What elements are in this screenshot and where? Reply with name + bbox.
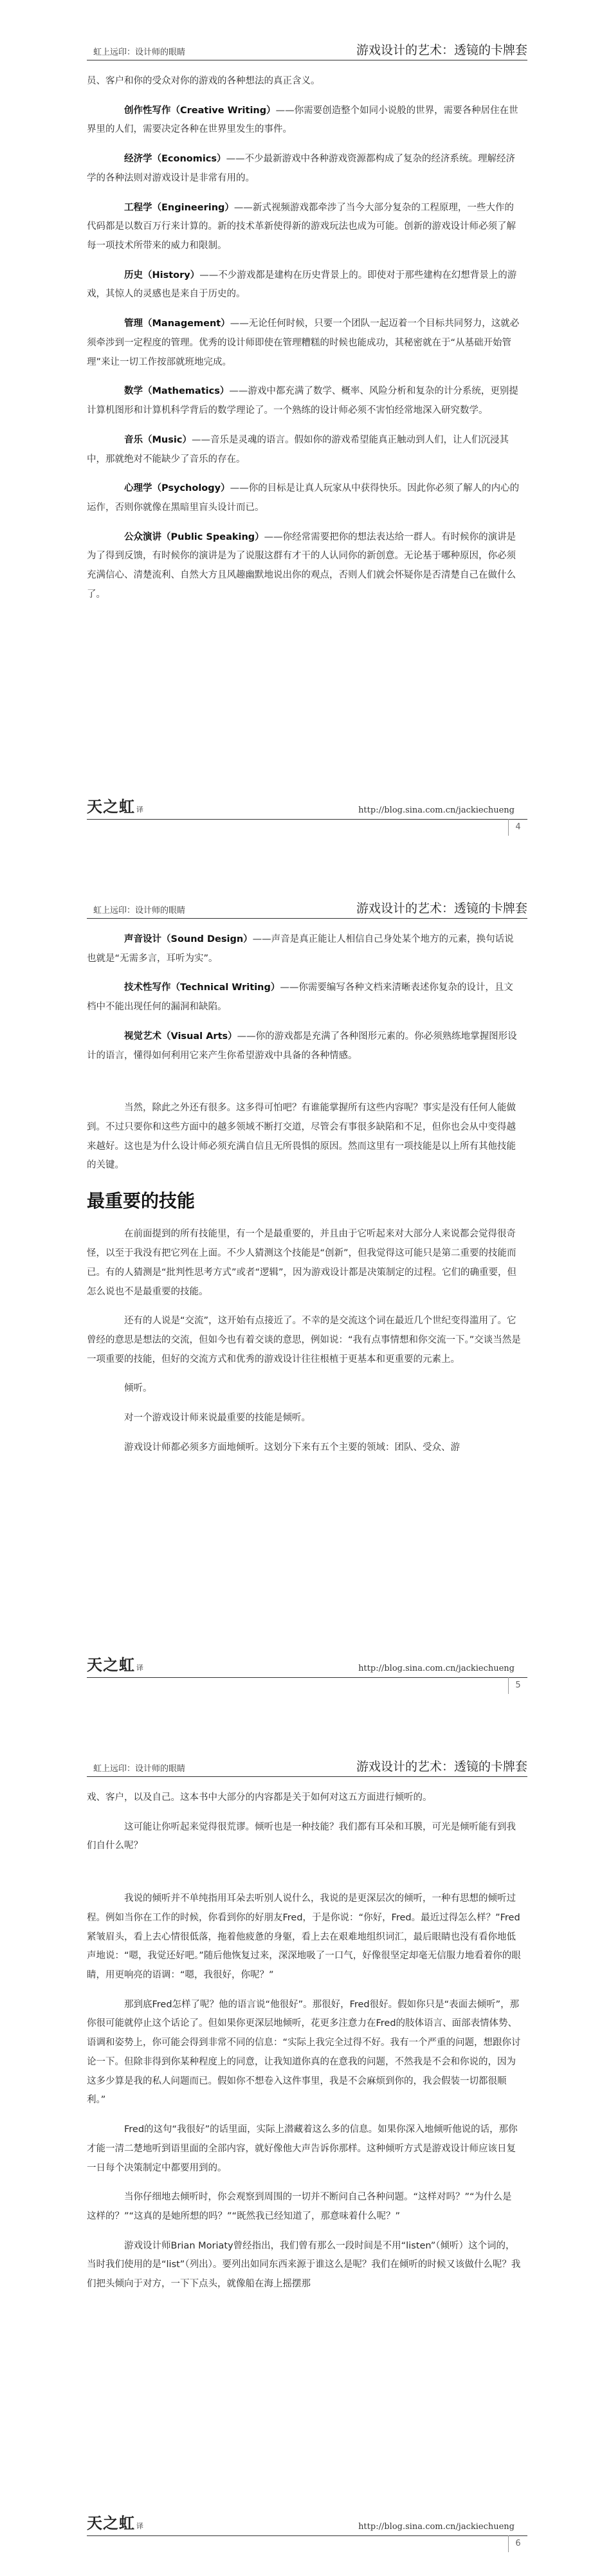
page-body bbox=[87, 930, 521, 1468]
skill-item bbox=[87, 1027, 521, 1065]
skill-term: 工程学（Engineering） bbox=[124, 202, 234, 213]
skill-term: 创作性写作（Creative Writing） bbox=[124, 105, 276, 116]
paragraph: 这可能让你听起来觉得很荒谬。倾听也是一种技能？我们都有耳朵和耳膜，可光是倾听能有到我们自什么呢？ bbox=[87, 1821, 516, 1852]
paragraph: 当然，除此之外还有很多。这多得可怕吧？有谁能掌握所有这些内容呢？事实是没有任何人能做到。不过只要你和这些方面中的越多领域不断打交道，尽管会有事很多缺陷和不足，但你也会从中变得越来越好。这也是为什么设计师必须充满自信且无所畏惧的原因。然而这里有一项技能是以上所有其他技能的关键。 bbox=[87, 1103, 516, 1171]
blog-url-link[interactable]: http://blog.sina.com.cn/jackiechueng bbox=[358, 1664, 515, 1673]
skill-desc: ——游戏中都充满了数学、概率、风险分析和复杂的计分系统，更别提计算机图形和计算机科学背后的数学理论了。一个熟练的设计师必须不害怕经常地深入研究数学。 bbox=[87, 386, 518, 416]
skill-desc: ——不少游戏都是建构在历史背景上的。即使对于那些建构在幻想背景上的游戏，其惊人的灵感也是来自于历史的。 bbox=[87, 270, 517, 300]
document-page bbox=[0, 1716, 611, 2575]
paragraph: 游戏设计师都必须多方面地倾听。这划分下来有五个主要的领域：团队、受众、游 bbox=[124, 1442, 460, 1453]
header-right-title: 游戏设计的艺术：透镜的卡牌套 bbox=[356, 901, 527, 915]
skill-item bbox=[87, 102, 521, 140]
site-logo bbox=[87, 794, 144, 816]
site-logo bbox=[87, 2510, 144, 2533]
skill-term: 公众演讲（Public Speaking） bbox=[124, 531, 264, 542]
paragraph: 游戏设计师Brian Moriaty曾经指出，我们曾有那么一段时间是不用“listen”（倾听）这个词的，当时我们使用的是“list”（列出）。要列出如同东西来源于谁这么是呢？我们在倾听的时候又该做什么呢？我们把头倾向于对方，一下下点头，就像船在海上摇摆那 bbox=[87, 2240, 521, 2290]
skill-desc: ——你经常需要把你的想法表达给一群人。有时候你的演讲是为了得到反馈，有时候你的演讲是为了说服这群有才干的人认同你的新创意。无论基于哪种原因，你必须充满信心、清楚流利、自然大方且风趣幽默地说出你的观点，否则人们就会怀疑你是否清楚自己在做什么了。 bbox=[87, 531, 516, 600]
skill-item bbox=[87, 266, 521, 304]
document-page bbox=[0, 858, 611, 1716]
skill-item bbox=[87, 382, 521, 420]
page-footer bbox=[87, 1652, 527, 1690]
page-header bbox=[87, 1755, 527, 1777]
skill-term: 心理学（Psychology） bbox=[124, 483, 230, 494]
page-header bbox=[87, 39, 527, 60]
skill-term: 数学（Mathematics） bbox=[124, 386, 230, 397]
skill-desc: ——你的目标是让真人玩家从中获得快乐。因此你必须了解人的内心的运作，否则你就像在黑暗里盲头设计而已。 bbox=[87, 483, 520, 513]
skill-item bbox=[87, 199, 521, 256]
page-number: 4 bbox=[508, 819, 527, 836]
skill-desc: ——声音是真正能让人相信自己身处某个地方的元素，换句话说也就是“无需多言，耳听为实”。 bbox=[87, 934, 514, 964]
blog-url-link[interactable]: http://blog.sina.com.cn/jackiechueng bbox=[358, 2522, 515, 2532]
blog-url-link[interactable]: http://blog.sina.com.cn/jackiechueng bbox=[358, 805, 515, 815]
paragraph: 那到底Fred怎样了呢？他的语言说“他很好”。那很好，Fred很好。假如你只是“表面去倾听”，那你很可能就停止这个话论了。但如果你更深层地倾听，花更多注意力在Fred的肢体语言、面部表情体势、语调和姿势上，你可能会得到非常不同的信息：“实际上我完全过得不好。我有一个严重的问题，想跟你讨论一下。但除非得到你某种程度上的同意，让我知道你真的在意我的问题，不然我是不会和你说的，因为这多少算是我的私人问题而已。假如你不想卷入这件事里，我是不会麻烦到你的，我会假装一切都很顺利。” bbox=[87, 1999, 521, 2106]
page-number: 6 bbox=[508, 2535, 527, 2552]
header-left-text: 虹上远印：设计师的眼睛 bbox=[93, 48, 186, 57]
skill-term: 管理（Management） bbox=[124, 318, 230, 329]
skill-item bbox=[87, 431, 521, 469]
skill-item bbox=[87, 315, 521, 372]
skill-item bbox=[87, 930, 521, 968]
paragraph: 戏、客户，以及自己。这本书中大部分的内容都是关于如何对这五方面进行倾听的。 bbox=[87, 1792, 432, 1803]
header-left-text: 虹上远印：设计师的眼睛 bbox=[93, 906, 186, 915]
paragraph: Fred的这句“我很好”的话里面，实际上潜藏着这么多的信息。如果你深入地倾听他说的话，那你才能一清二楚地听到语里面的全部内容，就好像他大声告诉你那样。这种倾听方式是游戏设计师应该日复一日每个决策制定中都要用到的。 bbox=[87, 2124, 518, 2173]
logo-small-text: 译 bbox=[136, 2522, 144, 2530]
header-right-title: 游戏设计的艺术：透镜的卡牌套 bbox=[356, 1760, 527, 1774]
skill-desc: ——你的游戏都是充满了各种图形元素的。你必须熟练地掌握图形设计的语言，懂得如何利用它来产生你希望游戏中具备的各种情感。 bbox=[87, 1031, 517, 1061]
skill-desc: ——新式视频游戏都牵涉了当今大部分复杂的工程原理，一些大作的代码都是以数百万行来计算的。新的技术革新使得新的游戏玩法也成为可能。创新的游戏设计师必须了解每一项技术所带来的威力和限制。 bbox=[87, 202, 516, 252]
paragraph: 员、客户和你的受众对你的游戏的各种想法的真正含义。 bbox=[87, 76, 320, 86]
skill-item bbox=[87, 979, 521, 1017]
skill-term: 视觉艺术（Visual Arts） bbox=[124, 1031, 237, 1042]
skill-term: 技术性写作（Technical Writing） bbox=[124, 982, 280, 993]
page-number: 5 bbox=[508, 1677, 527, 1694]
skill-term: 经济学（Economics） bbox=[124, 154, 226, 165]
paragraph: 还有的人说是“交流”，这开始有点接近了。不幸的是交流这个词在最近几个世纪变得滥用了。它曾经的意思是想法的交流，但如今也有着交谈的意思，例如说：“我有点事情想和你交流一下。”交谈当然是一项重要的技能，但好的交流方式和优秀的游戏设计往往根植于更基本和更重要的元素上。 bbox=[87, 1316, 521, 1365]
page-body bbox=[87, 1789, 521, 2305]
page-footer bbox=[87, 794, 527, 832]
logo-text: 天之虹 bbox=[87, 2514, 135, 2532]
logo-text: 天之虹 bbox=[87, 1655, 135, 1674]
paragraph: 对一个游戏设计师来说最重要的技能是倾听。 bbox=[124, 1413, 311, 1424]
skill-desc: ——你需要创造整个如同小说般的世界，需要各种居住在世界里的人们，需要决定各种在世界里发生的事件。 bbox=[87, 105, 518, 135]
skill-item bbox=[87, 528, 521, 605]
skill-term: 音乐（Music） bbox=[124, 434, 192, 445]
document-page bbox=[0, 0, 611, 858]
logo-text: 天之虹 bbox=[87, 797, 135, 816]
page-body bbox=[87, 72, 521, 615]
skill-desc: ——你需要编写各种文档来清晰表述你复杂的设计，且文档中不能出现任何的漏洞和缺陷。 bbox=[87, 982, 513, 1013]
page-header bbox=[87, 897, 527, 919]
page-footer bbox=[87, 2510, 527, 2548]
paragraph: 在前面提到的所有技能里，有一个是最重要的，并且由于它听起来对大部分人来说都会觉得很奇怪，以至于我没有把它列在上面。不少人猜测这个技能是“创新”，但我觉得这可能只是第二重要的技能而已。有的人猜测是“批判性思考方式”或者“逻辑”，因为游戏设计都是决策制定的过程。它们的确重要，但怎么说也不是最重要的技能。 bbox=[87, 1229, 517, 1297]
paragraph: 当你仔细地去倾听时，你会观察到周围的一切并不断问自己各种问题。“这样对吗？”“为什么是这样的？”“这真的是她所想的吗？”“既然我已经知道了，那意味着什么呢？” bbox=[87, 2192, 512, 2222]
skill-desc: ——无论任何时候，只要一个团队一起迈着一个目标共同努力，这就必须牵涉到一定程度的管理。优秀的设计师即使在管理糟糕的时候也能成功，其秘密就在于“从基础开始管理”来让一切工作按部就班地完成。 bbox=[87, 318, 520, 367]
site-logo bbox=[87, 1652, 144, 1675]
header-left-text: 虹上远印：设计师的眼睛 bbox=[93, 1764, 186, 1774]
paragraph: 我说的倾听并不单纯指用耳朵去听别人说什么，我说的是更深层次的倾听，一种有思想的倾听过程。例如当你在工作的时候，你看到你的好朋友Fred，于是你说：“你好，Fred。最近过得怎么样？”Fred紧皱眉头，看上去心情很低落，拖着他疲惫的身躯，看上去在艰难地组织词汇，最后眼睛也没有看你地低声地说：“嗯，我觉还好吧。”随后他恢复过来，深深地吸了一口气，好像很坚定却毫无信服力地看着你的眼睛，用更响亮的语调：“嗯，我很好，你呢？” bbox=[87, 1893, 521, 1981]
skill-term: 历史（History） bbox=[124, 270, 200, 281]
logo-small-text: 译 bbox=[136, 805, 144, 814]
header-right-title: 游戏设计的艺术：透镜的卡牌套 bbox=[356, 43, 527, 57]
skill-item bbox=[87, 479, 521, 517]
skill-item bbox=[87, 150, 521, 188]
paragraph: 倾听。 bbox=[124, 1383, 152, 1394]
section-heading: 最重要的技能 bbox=[87, 1190, 196, 1212]
skill-desc: ——音乐是灵魂的语言。假如你的游戏希望能真正触动到人们，让人们沉浸其中，那就绝对不能缺少了音乐的存在。 bbox=[87, 434, 509, 465]
spacer bbox=[87, 1076, 521, 1099]
skill-desc: ——不少最新游戏中各种游戏资源都构成了复杂的经济系统。理解经济学的各种法则对游戏设计是非常有用的。 bbox=[87, 154, 516, 183]
skill-term: 声音设计（Sound Design） bbox=[124, 934, 253, 944]
spacer bbox=[87, 1866, 521, 1890]
logo-small-text: 译 bbox=[136, 1664, 144, 1672]
